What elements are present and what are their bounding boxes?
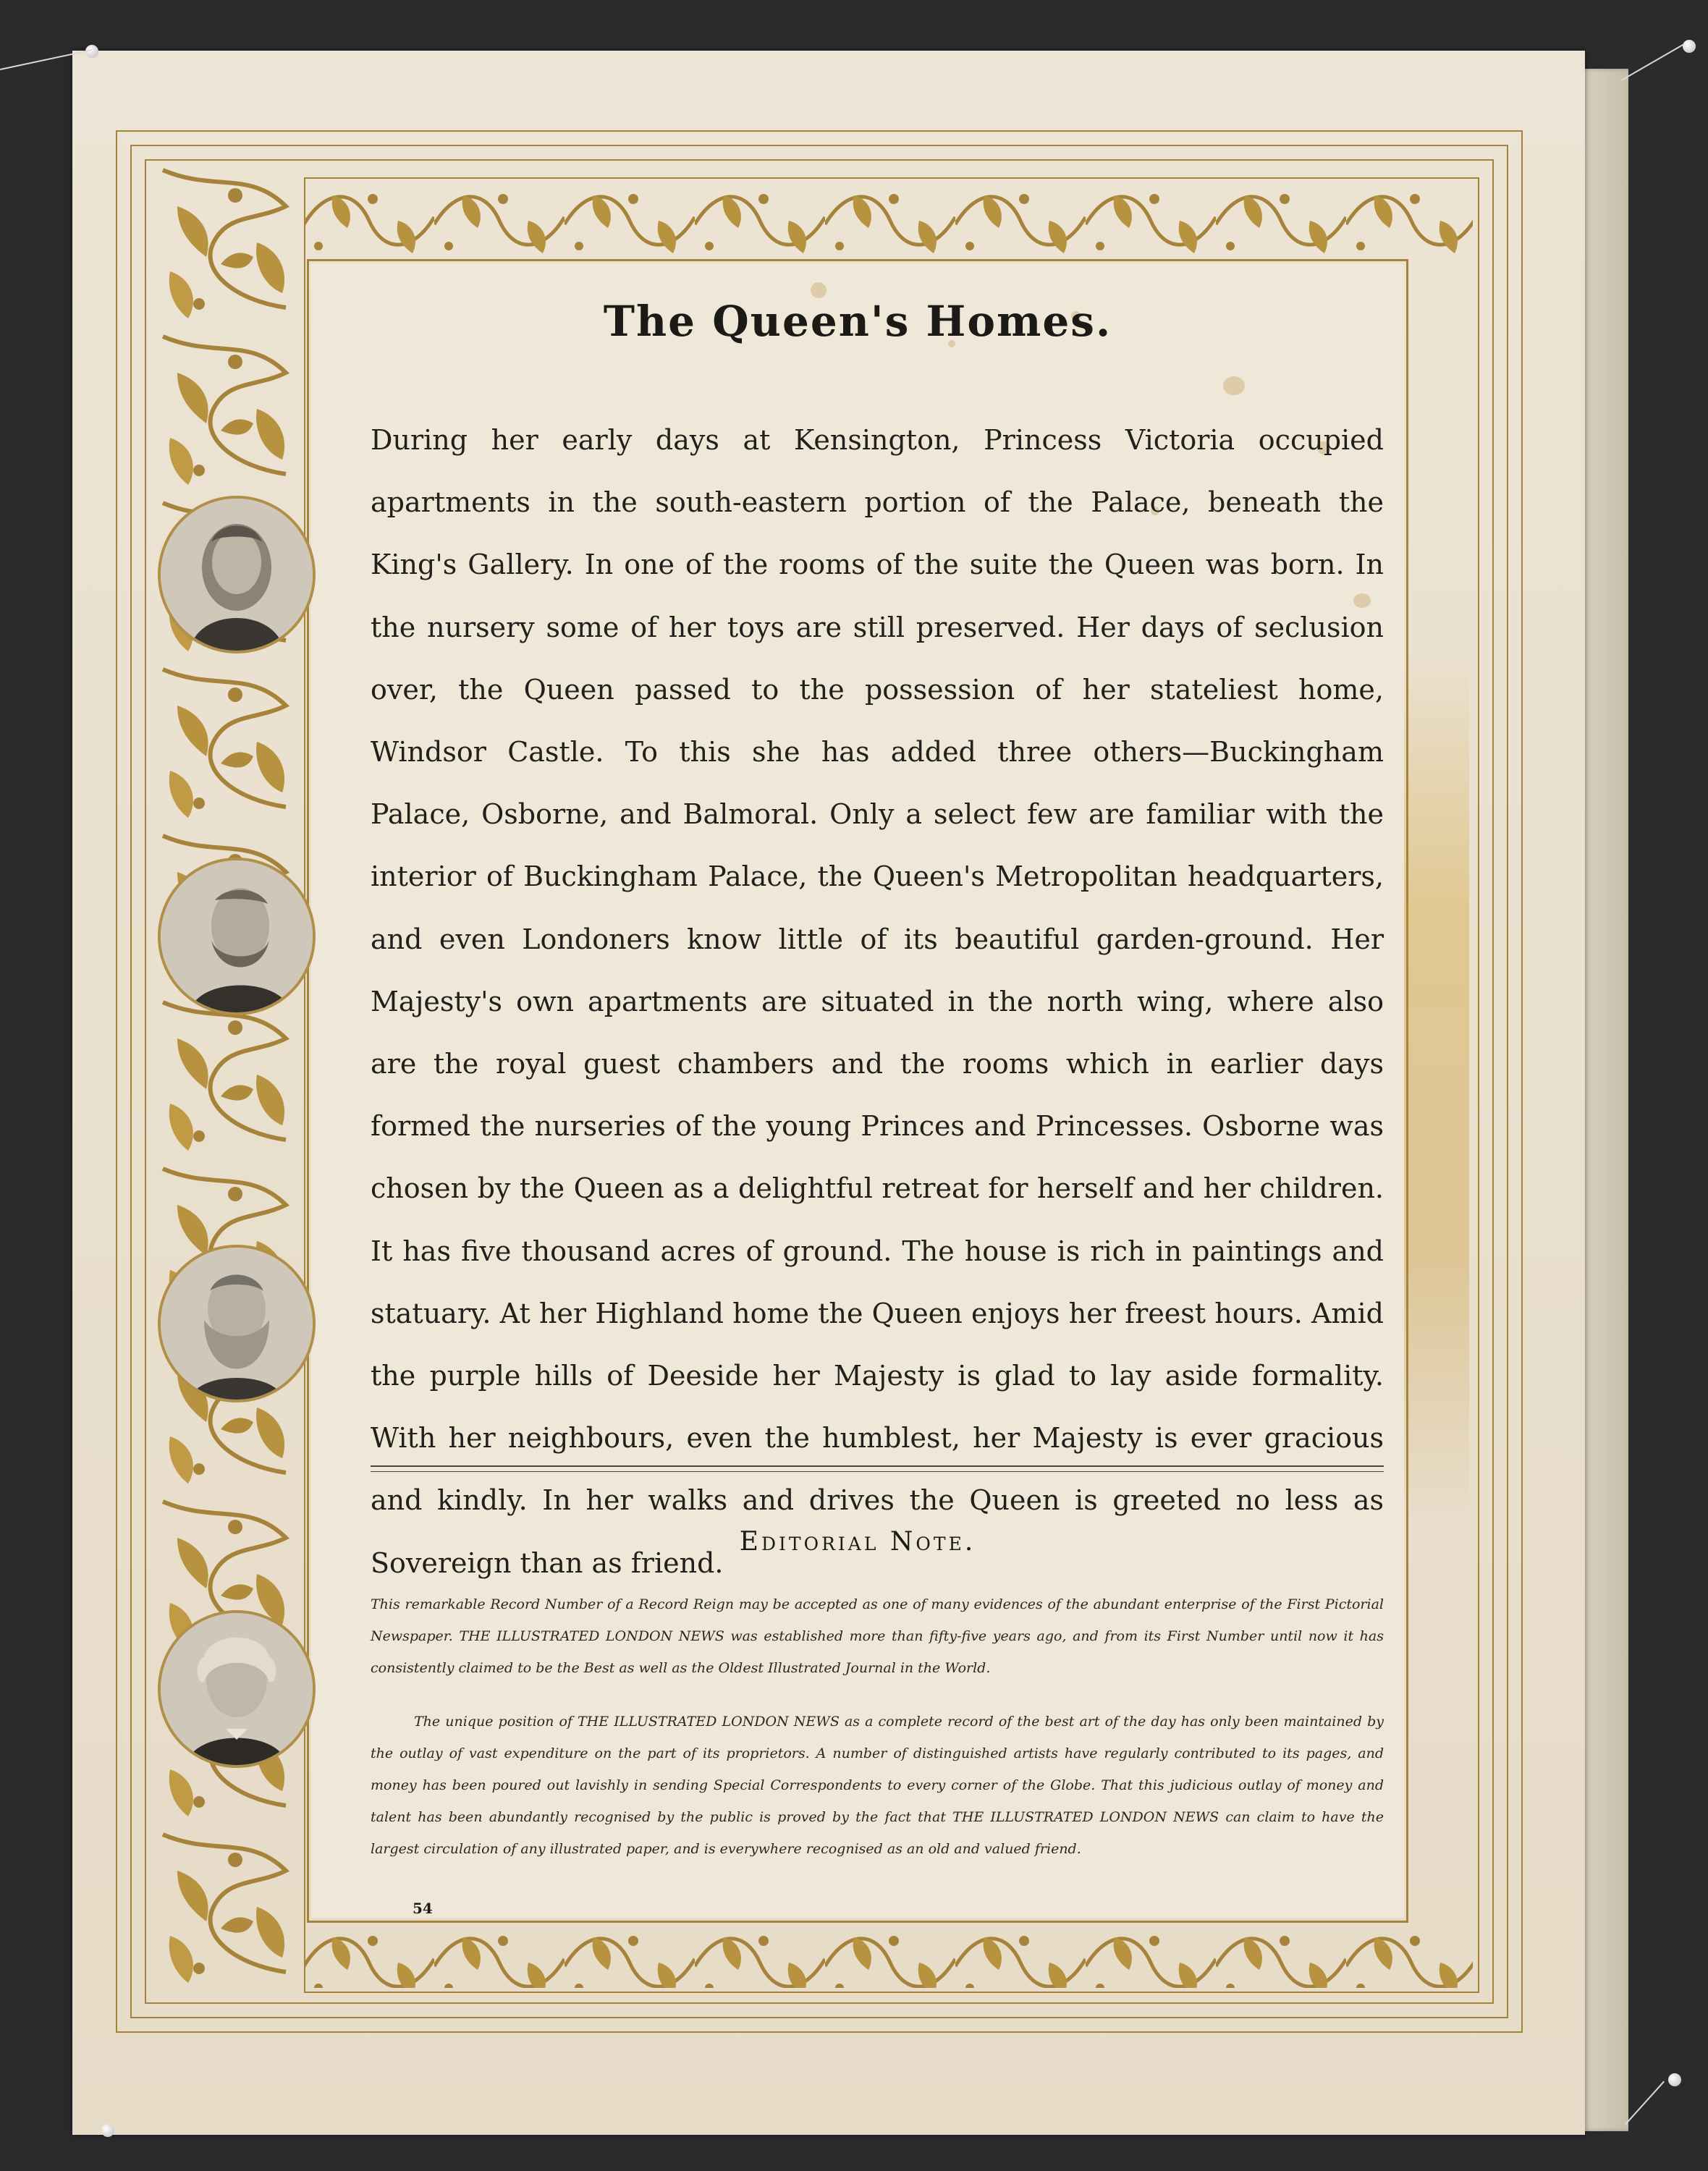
portrait-medallion-1 bbox=[158, 496, 316, 653]
engraved-portrait-icon bbox=[161, 1248, 313, 1400]
pin-bottom-right bbox=[1668, 2073, 1681, 2086]
engraved-portrait-icon bbox=[161, 499, 313, 651]
engraved-portrait-icon bbox=[161, 860, 313, 1012]
wire-top-right bbox=[1621, 43, 1685, 81]
pin-bottom-left bbox=[101, 2124, 114, 2137]
acanthus-scroll-bottom bbox=[304, 1923, 1473, 1988]
ornament-band-bottom bbox=[304, 1923, 1473, 1988]
foxing-stain bbox=[1223, 376, 1245, 395]
page-number: 54 bbox=[413, 1900, 433, 1917]
portrait-medallion-2 bbox=[158, 858, 316, 1015]
foxing-stain bbox=[811, 282, 826, 298]
body-paragraph: During her early days at Kensington, Princess Victoria occupied apartments in the south-eastern portion of the Palace, beneath the King's Gallery. In one of the rooms of the suite the Queen was born. In the nursery some of her toys are still preserved. Her days of seclusion over, the Queen passed to the possession of her stateliest home, Windsor Castle. To this she has added three others—Buckingham Palace, Osborne, and Balmoral. Only a select few are familiar with the interior of Buckingham Palace, the Queen's Metropolitan headquarters, and even Londoners know little of its beautiful garden-ground. Her Majesty's own apartments are situated in the north wing, where also are the royal guest chambers and the rooms which in earlier days formed the nurseries of the young Princes and Princesses. Osborne was chosen by the Queen as a delightful retreat for herself and her children. It has five thousand acres of ground. The house is rich in paintings and statuary. At her Highland home the Queen enjoys her freest hours. Amid the purple hills of Deeside her Majesty is glad to lay aside formality. With her neighbours, even the humblest, her Majesty is ever gracious and kindly. In her walks and drives the Queen is greeted no less as Sovereign than as friend. bbox=[371, 424, 1384, 1579]
portrait-medallion-4 bbox=[158, 1610, 316, 1768]
editorial-paragraph-1: This remarkable Record Number of a Record Reign may be accepted as one of many evidences of the abundant enterprise of the First Pictorial Newspaper. THE ILLUSTRATED LONDON NEWS was established more than fifty-five years ago, and from its First Number until now it has consistently claimed to be the Best as well as the Oldest Illustrated Journal in the World. bbox=[371, 1596, 1384, 1676]
wire-bottom-right bbox=[1625, 2081, 1665, 2125]
ornament-band-top bbox=[304, 181, 1473, 259]
acanthus-scroll-top bbox=[304, 181, 1473, 259]
section-divider bbox=[371, 1465, 1384, 1467]
page-title: The Queen's Homes. bbox=[603, 297, 1112, 346]
portrait-medallion-3 bbox=[158, 1245, 316, 1402]
editorial-paragraph-2: The unique position of THE ILLUSTRATED LONDON NEWS as a complete record of the best art of the day has only been maintained by the outlay of vast expenditure on the part of its proprietors. A number of distinguished artists have regularly contributed to its pages, and money has been poured out lavishly in sending Special Correspondents to every corner of the Globe. That this judicious outlay of money and talent has been abundantly recognised by the public is proved by the fact that THE ILLUSTRATED LONDON NEWS can claim to have the largest circulation of any illustrated paper, and is everywhere recognised as an old and valued friend. bbox=[371, 1714, 1384, 1857]
engraved-portrait-icon bbox=[161, 1613, 313, 1765]
pin-top-right bbox=[1683, 40, 1696, 53]
section-divider bbox=[371, 1471, 1384, 1472]
editorial-heading: Editorial Note. bbox=[739, 1527, 976, 1557]
